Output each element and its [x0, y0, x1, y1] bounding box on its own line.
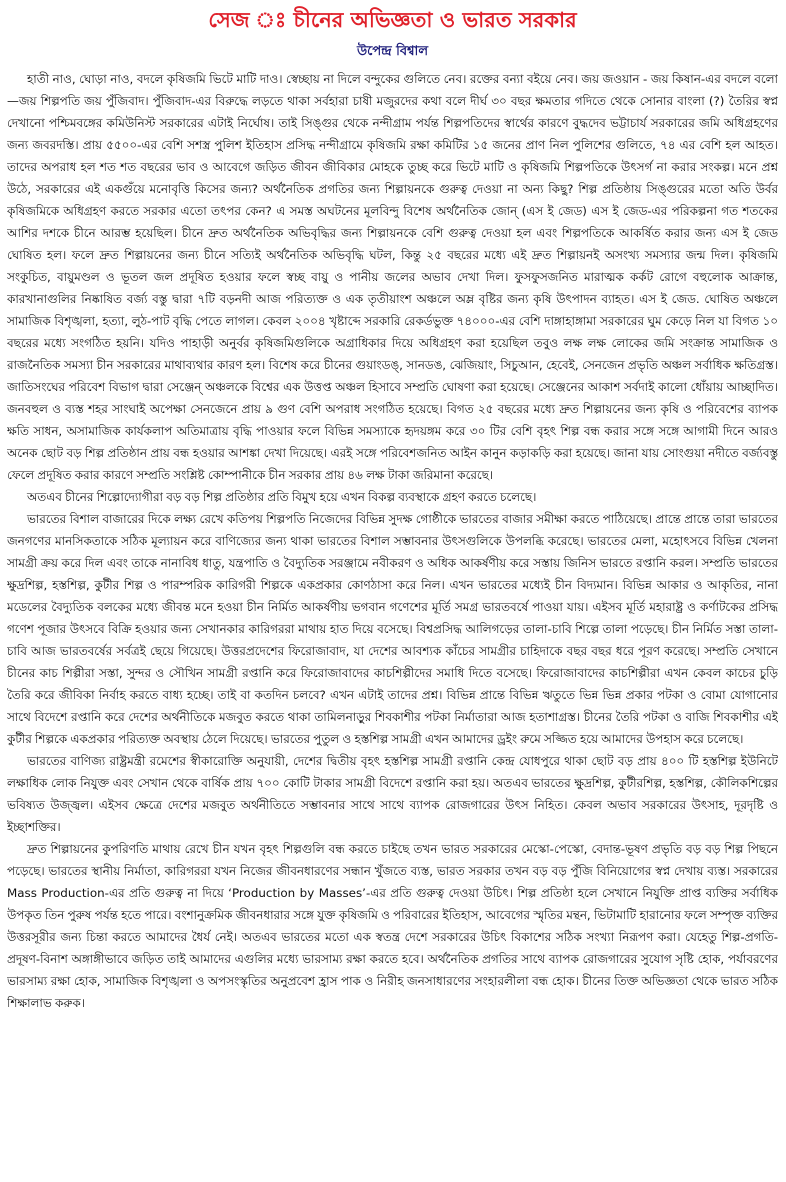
- article-author: উপেন্দ্র বিশ্বাল: [356, 44, 429, 59]
- paragraph-1: হাতী নাও, ঘোড়া নাও, বদলে কৃষিজমি ভিটে মাটি দাও। স্বেচ্ছায় না দিলে বন্দুকের গুলিতে নেব। রক্তের বন্যা বইয়ে নেব। জয় জওয়ান - জয় কিষান-এর বদলে বলো—জয় শিল্পপতি জয় পুঁজিবাদ। পুঁজিবাদ-এর বিরুদ্ধে লড়তে থাকা সর্বহারা চাষী মজুরদের কথা বলে দীর্ঘ ৩০ বছর ক্ষমতার গদিতে থেকে সোনার বাংলা (?) তৈরির স্বপ্ন দেখানো পশ্চিমবঙ্গের কমিউনিস্ট সরকারের এটাই নির্ঘোষ। তাই সিঙ্গুর থেকে নন্দীগ্রাম পর্যন্ত শিল্পপতিদের স্বার্থের কারণে বুদ্ধদেব ভট্টাচার্য সরকারের জমি অধিগ্রহণের জন্য জবরদস্তি। প্রায় ৫৫০০-এর বেশি সশস্ত্র পুলিশ ইতিহাস প্রসিদ্ধ নন্দীগ্রামে কৃষিজমি রক্ষা কমিটির ১৫ জনের প্রাণ নিল পুলিশের গুলিতে, ৭৪ এর বেশি হল আহত। তাদের অপরাধ হল শত শত বছরের ভাব ও আবেগে জড়িত জীবন জীবিকার মোহকে তুচ্ছ করে ভিটে মাটি ও কৃষিজমি শিল্পপতিকে উৎসর্গ না করার সংকল্প। মনে প্রশ্ন উঠে, সরকারের এই একগুঁয়ে মনোবৃত্তি কিসের জন্য? অর্থনৈতিক প্রগতির জন্য শিল্পায়নকে গুরুত্ব দেওয়া না অন্য কিছু? শিল্প প্রতিষ্ঠায় সিঙ্গুরের মতো অতি উর্বর কৃষিজমিকে অধিগ্রহণ করতে সরকার এতো তৎপর কেন? এ সমস্ত অঘটনের মূলবিন্দু বিশেষ অর্থনৈতিক জোন্ (এস ই জেড) এস ই জেড-এর পরিকল্পনা গত শতকের আশির দশকে চীনে আরম্ভ হয়েছিল। চীনে দ্রুত অর্থনৈতিক অভিবৃদ্ধির জন্য শিল্পায়নকে বেশি গুরুত্ব দেওয়া হল এবং শিল্পপতিকে আকর্ষিত করার জন্য এস ই জেড ঘোষিত হল। ফলে দ্রুত শিল্পায়নের জন্য চীনে সত্যিই অর্থনৈতিক অভিবৃদ্ধি ঘটল, কিন্তু ২৫ বছরের মধ্যে এই দ্রুত শিল্পায়নই অসংখ্য সমস্যার জন্ম দিল। কৃষিজমি সংকুচিত, বায়ুমণ্ডল ও ভূতল জল প্রদূষিত হওয়ার ফলে স্বচ্ছ বায়ু ও পানীয় জলের অভাব দেখা দিল। ফুসফুসজনিত মারাত্মক কর্কট রোগে বহুলোক আক্রান্ত, কারখানাগুলির নিষ্কাষিত বর্জ্য বস্তু দ্বারা ৭টি বড়নদী আজ পরিত্যক্ত ও এক তৃতীয়াংশ অঞ্চলে অম্ল বৃষ্টির জন্য কৃষি উৎপাদন ব্যাহত। এস ই জেড. ঘোষিত অঞ্চলে সামাজিক বিশৃঙ্খলা, হত্যা, লুঠ-পাট বৃদ্ধি পেতে লাগল। কেবল ২০০৪ খৃষ্টাব্দে সরকারি রেকর্ডভুক্ত ৭৪০০০-এর বেশি দাঙ্গাহাঙ্গামা সরকারের ঘুম কেড়ে নিল যা বিগত ১০ বছরের মধ্যে সংগঠিত হয়নি। যদিও পাহাড়ী অনুর্বর কৃষিজমিগুলিকে অগ্রাধিকার দিয়ে অধিগ্রহণ করা হয়েছিল তবুও লক্ষ লক্ষ লোকের জমি সংক্রান্ত সামাজিক ও রাজনৈতিক সমস্যা চীন সরকারের মাথাব্যথার কারণ হল। বিশেষ করে চীনের গুয়াংডঙ্, সানডঙ, ঝেজিয়াং, সিচুআন, হেবেই, সেনজেন প্রভৃতি অঞ্চল সর্বাধিক ক্ষতিগ্রস্ত। জাতিসংঘের পরিবেশ বিভাগ দ্বারা সেঞ্জেন্ অঞ্চলকে বিশ্বের এক উত্তপ্ত অঞ্চল হিসাবে সম্প্রতি ঘোষণা করা হয়েছে। সেঞ্জেনের আকাশ সর্বদাই কালো ধোঁয়ায় আচ্ছাদিত। জনবহুল ও ব্যস্ত শহর সাংঘাই অপেক্ষা সেনজেনে প্রায় ৯ গুণ বেশি অপরাধ সংগঠিত হয়েছে। বিগত ২৫ বছরের মধ্যে দ্রুত শিল্পায়নের জন্য কৃষি ও পরিবেশের ব্যাপক ক্ষতি সাধন, অসামাজিক কার্যকলাপ অতিমাত্রায় বৃদ্ধি পাওয়ার ফলে বিভিন্ন সমস্যাকে হৃদয়ঙ্গম করে ৩০ টির বেশি বৃহৎ শিল্প বন্ধ করার সঙ্গে সঙ্গে আগামী দিনে আরও অনেক ছোট বড় শিল্প প্রতিষ্ঠান প্রায় বন্ধ হওয়ার আশঙ্কা দেখা দিয়েছে। এরই সঙ্গে পরিবেশজনিত আইন কানুন কড়াকড়ি করা হয়েছে। জানা যায় সোংগুয়া নদীতে বর্জ্যবস্তু ফেলে প্রদূষিত করার কারণে সম্প্রতি সংশ্লিষ্ট কোম্পানীকে চীন সরকার প্রায় ৪৬ লক্ষ টাকা জরিমানা করেছে।: [7, 72, 778, 482]
- paragraph-2: অতএব চীনের শিল্পোদ্যোগীরা বড় বড় শিল্প প্রতিষ্ঠার প্রতি বিমুখ হয়ে এখন বিকল্প ব্যবস্থাকে গ্রহণ করতে চলেছে।: [27, 490, 537, 504]
- paragraph-4: ভারতের বাণিজ্য রাষ্ট্রমন্ত্রী রমেশের স্বীকারোক্তি অনুযায়ী, দেশের দ্বিতীয় বৃহৎ হস্তশিল্প সামগ্রী রপ্তানি কেন্দ্র যোধপুরে থাকা ছোট বড় প্রায় ৪০০ টি হস্তশিল্প ইউনিটে লক্ষাধিক লোক নিযুক্ত এবং সেখান থেকে বার্ষিক প্রায় ৭০০ কোটি টাকার সামগ্রী বিদেশে রপ্তানি করা হয়। অতএব ভারতের ক্ষুদ্রশিল্প, কুটীরশিল্প, হস্তশিল্প, কৌলিকশিল্পের ভবিষ্যত উজ্জ্বল। এইসব ক্ষেত্রে দেশের মজবুত অর্থনীতিতে সম্ভাবনার সাথে সাথে ব্যাপক রোজগারের উৎস নিহিত। কেবল অভাব সরকারের উৎসাহ, দূরদৃষ্টি ও ইচ্ছাশক্তির।: [7, 754, 778, 834]
- article-body: [7, 68, 778, 1178]
- paragraph-5: দ্রুত শিল্পায়নের কুপরিণতি মাথায় রেখে চীন যখন বৃহৎ শিল্পগুলি বন্ধ করতে চাইছে তখন ভারত সরকারের মেস্কো-পেস্কো, বেদান্ত-ভূষণ প্রভৃতি বড় বড় শিল্প পিছনে পড়েছে। ভারতের স্থানীয় নির্মাতা, কারিগররা যখন নিজের জীবনধারণের সন্ধান খুঁজতে ব্যস্ত, ভারত সরকার তখন বড় বড় পুঁজি বিনিয়োগের স্বপ্ন দেখায় ব্যস্ত। সরকারের Mass Production-এর প্রতি গুরুত্ব না দিয়ে ‘Production by Masses’-এর প্রতি গুরুত্ব দেওয়া উচিৎ। শিল্প প্রতিষ্ঠা হলে সেখানে নিযুক্তি প্রাপ্ত ব্যক্তির সর্বাধিক উপকৃত তিন পুরুষ পর্যন্ত হতে পারে। বংশানুক্রমিক জীবনধারার সঙ্গে যুক্ত কৃষিজমি ও পরিবারের ইতিহাস, আবেগের স্মৃতির মন্থন, ভিটামাটি হারানোর ফলে সম্পৃক্ত ব্যক্তির উত্তরসূরীর জন্য চিন্তা করতে আমাদের ধৈর্য নেই। অতএব ভারতের মতো এক স্বতন্ত্র দেশে সরকারের উচিৎ বিকাশের সঠিক সংখ্যা নিরূপণ করা। যেহেতু শিল্প-প্রগতি-প্রদূষণ-বিনাশ অঙ্গাঙ্গীভাবে জড়িত তাই আমাদের এগুলির মধ্যে ভারসাম্য রক্ষা করতে হবে। অর্থনৈতিক প্রগতির সাথে ব্যাপক রোজগারের সুযোগ সৃষ্টি হোক, পর্যাবরণের ভারসাম্য রক্ষা হোক, সামাজিক বিশৃঙ্খলা ও অপসংস্কৃতির অনুপ্রবেশ হ্রাস পাক ও নিরীহ জনসাধারণের সংহারলীলা বন্ধ হোক। চীনের তিক্ত অভিজ্ঞতা থেকে ভারত সঠিক শিক্ষালাভ করুক।: [7, 842, 778, 1010]
- paragraph-3: ভারতের বিশাল বাজারের দিকে লক্ষ্য রেখে কতিপয় শিল্পপতি নিজেদের বিভিন্ন সুদক্ষ গোষ্ঠীকে ভারতের বাজার সমীক্ষা করতে পাঠিয়েছে। প্রান্তে প্রান্তে তারা ভারতের জনগণের মানসিকতাকে সঠিক মূল্যায়ন করে বাণিজ্যের জন্য থাকা ভারতের বিশাল সম্ভাবনার উৎসগুলিকে উপলব্ধি করেছে। ভারতের মেলা, মহোৎসবে বিভিন্ন খেলনা সামগ্রী ক্রয় করে দিল এবং তাকে নানাবিধ ধাতু, যন্ত্রপাতি ও বৈদ্যুতিক সরঞ্জামে নবীকরণ ও অধিক আকর্ষণীয় করে সস্তায় জিনিস ভারতে রপ্তানি করল। সম্প্রতি ভারতের ক্ষুদ্রশিল্প, হস্তশিল্প, কুটীর শিল্প ও পারম্পরিক কারিগরী শিল্পকে একপ্রকার কোণঠাসা করে নিল। এখন ভারতের মধ্যেই চীন বিদ্যমান। বিভিন্ন আকার ও আকৃতির, নানা মডেলের বৈদ্যুতিক বলকের মধ্যে জীবন্ত মনে হওয়া চীন নির্মিত আকর্ষণীয় ভগবান গণেশের মূর্তি সমগ্র ভারতবর্ষে পাওয়া যায়। এইসব মূর্তি মহারাষ্ট্র ও কর্ণাটকের প্রসিদ্ধ গণেশ পূজার উৎসবে বিক্রি হওয়ার জন্য সেখানকার কারিগররা মাথায় হাত দিয়ে বসেছে। বিশ্বপ্রসিদ্ধ আলিগড়ের তালা-চাবি শিল্পে তালা পড়েছে। চীন নির্মিত সস্তা তালা-চাবি আজ ভারতবর্ষের সর্বত্রই ছেয়ে গিয়েছে। উত্তরপ্রদেশের ফিরোজাবাদ, যা দেশের আবশ্যক কাঁচের সামগ্রীর চাহিদাকে বছর বছর ধরে পূরণ করেছে। সম্প্রতি সেখানে চীনের কাচ শিল্পীরা সস্তা, সুন্দর ও সৌখিন সামগ্রী রপ্তানি করে ফিরোজাবাদের কাচশিল্পীদের সমাধি দিতে বসেছে। ফিরোজাবাদের কাচশিল্পীরা এখন কেবল কাচের চুড়ি তৈরি করে জীবিকা নির্বাহ করতে বাধ্য হচ্ছে। তাই বা কতদিন চলবে? এখন এটাই তাদের প্রশ্ন। বিভিন্ন প্রান্তে বিভিন্ন ঋতুতে ভিন্ন ভিন্ন প্রকার পটকা ও বোমা যোগানোর সাথে বিদেশে রপ্তানি করে দেশের অর্থনীতিকে মজবুত করতে থাকা তামিলনাড়ুর শিবকাশীর পটকা নির্মাতারা আজ হতাশাগ্রস্ত। চীনের তৈরি পটকা ও বাজি শিবকাশীর এই কুটীর শিল্পকে একপ্রকার পরিত্যক্ত অবস্থায় ঠেলে দিয়েছে। ভারতের পুতুল ও হস্তশিল্প সামগ্রী এখন আমাদের ড্রইং রুমে সজ্জিত হয়ে আমাদের উপহাস করে চলেছে।: [7, 512, 778, 746]
- article-title: সেজ ঃ চীনের অভিজ্ঞতা ও ভারত সরকার: [208, 8, 577, 32]
